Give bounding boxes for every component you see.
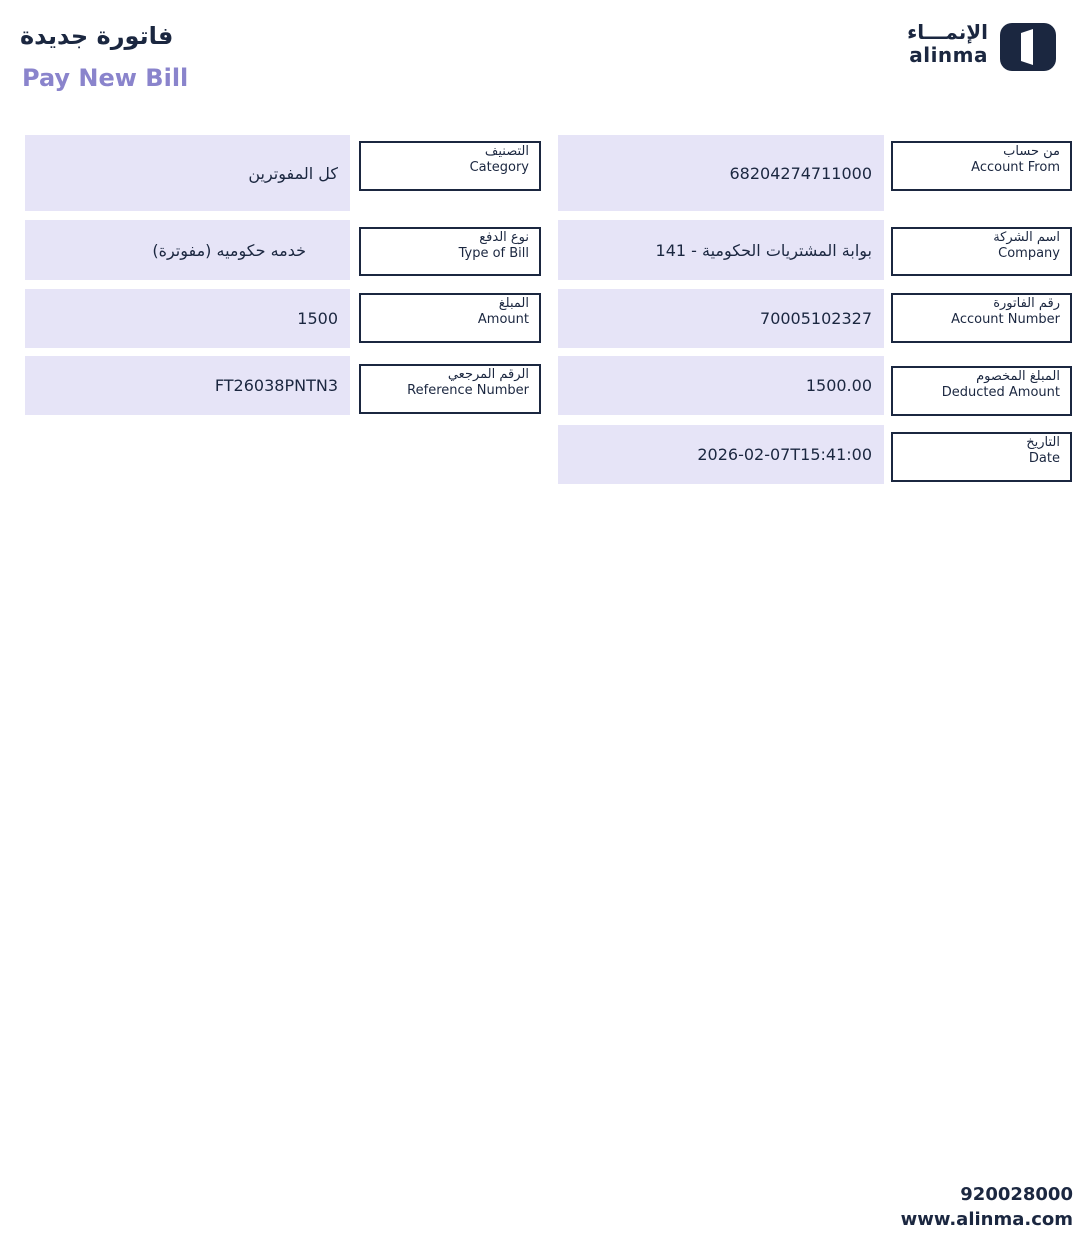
type-of-bill-label-ar: نوع الدفع (479, 230, 529, 245)
type-of-bill-value: خدمه حكوميه (مفوترة) (25, 220, 350, 280)
deducted-amount-value: 1500.00 (558, 356, 884, 415)
reference-number-value: FT26038PNTN3 (25, 356, 350, 415)
page-title-arabic: فاتورة جديدة (20, 22, 174, 50)
footer-phone-number: 920028000 (960, 1184, 1073, 1205)
category-label-en: Category (469, 160, 529, 175)
amount-label-en: Amount (477, 312, 529, 327)
account-from-value: 68204274711000 (558, 135, 884, 211)
deducted-amount-label (891, 366, 1072, 416)
account-from-label-ar: من حساب (1003, 144, 1060, 159)
logo-text-english: alinma (909, 43, 988, 67)
date-label-ar: التاريخ (1026, 435, 1060, 450)
date-label (891, 432, 1072, 482)
type-of-bill-label-en: Type of Bill (458, 246, 529, 261)
account-number-label-ar: رقم الفاتورة (993, 296, 1060, 311)
footer-website-link[interactable]: www.alinma.com (900, 1209, 1073, 1230)
type-of-bill-label (359, 227, 541, 276)
amount-label (359, 293, 541, 343)
reference-number-label-ar: الرقم المرجعي (447, 367, 529, 382)
account-number-label (891, 293, 1072, 343)
alinma-logo-icon (999, 22, 1057, 72)
alinma-logo (904, 20, 1058, 72)
amount-label-ar: المبلغ (498, 296, 529, 311)
deducted-amount-label-en: Deducted Amount (941, 385, 1060, 400)
account-number-value: 70005102327 (558, 289, 884, 348)
reference-number-label-en: Reference Number (407, 383, 529, 398)
account-number-label-en: Account Number (951, 312, 1060, 327)
category-value: كل المفوترين (25, 135, 350, 211)
company-label-ar: اسم الشركة (993, 230, 1060, 245)
logo-text-arabic: الإنمـــاء (907, 20, 988, 44)
company-label (891, 227, 1072, 276)
amount-value: 1500 (25, 289, 350, 348)
date-label-en: Date (1028, 451, 1060, 466)
category-label-ar: التصنيف (484, 144, 529, 159)
company-value: 141 - بوابة المشتريات الحكومية (558, 220, 884, 280)
company-label-en: Company (998, 246, 1060, 261)
account-from-label-en: Account From (971, 160, 1060, 175)
account-from-label (891, 141, 1072, 191)
reference-number-label (359, 364, 541, 414)
page-title-english: Pay New Bill (22, 64, 189, 92)
deducted-amount-label-ar: المبلغ المخصوم (976, 369, 1060, 384)
category-label (359, 141, 541, 191)
date-value: 2026-02-07T15:41:00 (558, 425, 884, 484)
